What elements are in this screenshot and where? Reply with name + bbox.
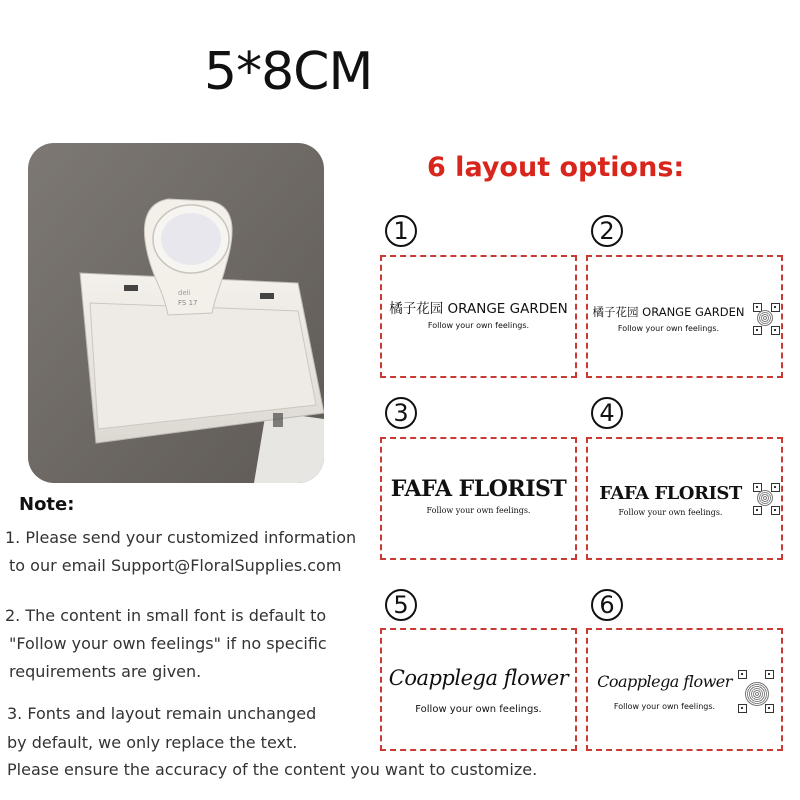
qr-code-icon (753, 506, 762, 515)
layout-number-2: 2 (591, 215, 623, 247)
note-line: requirements are given. (9, 662, 202, 681)
qr-code-icon (771, 483, 780, 492)
qr-code-icon (765, 704, 774, 713)
note-line: to our email Support@FloralSupplies.com (9, 556, 342, 575)
qr-code-icon (771, 303, 780, 312)
qr-code-icon (765, 670, 774, 679)
qr-code-icon (771, 506, 780, 515)
layout-sub-text: Follow your own feelings. (427, 321, 530, 330)
qr-code-icon (771, 326, 780, 335)
qr-code-icon (753, 326, 762, 335)
fingerprint-icon (757, 490, 773, 506)
layout-number-3: 3 (385, 397, 417, 429)
layouts-heading: 6 layout options: (427, 152, 685, 183)
layout-sub-text: Follow your own feelings. (618, 508, 723, 517)
note-line: "Follow your own feelings" if no specific (9, 634, 327, 653)
layout-number-4: 4 (591, 397, 623, 429)
layout-main-text: FAFA FLORIST (390, 476, 567, 502)
layout-sub-text: Follow your own feelings. (415, 704, 542, 715)
layout-number-6: 6 (591, 589, 623, 621)
layout-number-5: 5 (385, 589, 417, 621)
fingerprint-icon (757, 310, 773, 326)
layout-card-1 (380, 255, 577, 378)
layout-card-2 (586, 255, 783, 378)
layout-main-text: 橘子花园 ORANGE GARDEN (389, 301, 568, 317)
note-title: Note: (19, 494, 75, 515)
layout-sub-text: Follow your own feelings. (426, 506, 531, 515)
layout-sub-text: Follow your own feelings. (613, 702, 716, 711)
note-line: 3. Fonts and layout remain unchanged (7, 704, 317, 723)
note-line: 1. Please send your customized information (5, 528, 357, 547)
layout-main-text: Coapplega flower (597, 672, 732, 691)
qr-code-icon (738, 670, 747, 679)
note-line: 2. The content in small font is default to (5, 606, 327, 625)
stamp-photo (28, 143, 324, 483)
layout-card-6 (586, 628, 783, 751)
note-line: Please ensure the accuracy of the content you want to customize. (7, 760, 538, 779)
layout-card-4 (586, 437, 783, 560)
layout-sub-text: Follow your own feelings. (617, 324, 720, 333)
layout-card-3 (380, 437, 577, 560)
layout-number-1: 1 (385, 215, 417, 247)
layout-main-text: 橘子花园 ORANGE GARDEN (592, 305, 745, 319)
stamp-brand-text: deli (178, 289, 191, 297)
size-title: 5*8CM (204, 42, 373, 102)
stamp-model-text: FS 17 (178, 299, 198, 307)
layout-main-text: Coapplega flower (388, 666, 569, 690)
layout-card-5 (380, 628, 577, 751)
fingerprint-icon (745, 682, 769, 706)
note-line: by default, we only replace the text. (7, 733, 298, 752)
layout-main-text: FAFA FLORIST (599, 483, 742, 504)
qr-code-icon (738, 704, 747, 713)
